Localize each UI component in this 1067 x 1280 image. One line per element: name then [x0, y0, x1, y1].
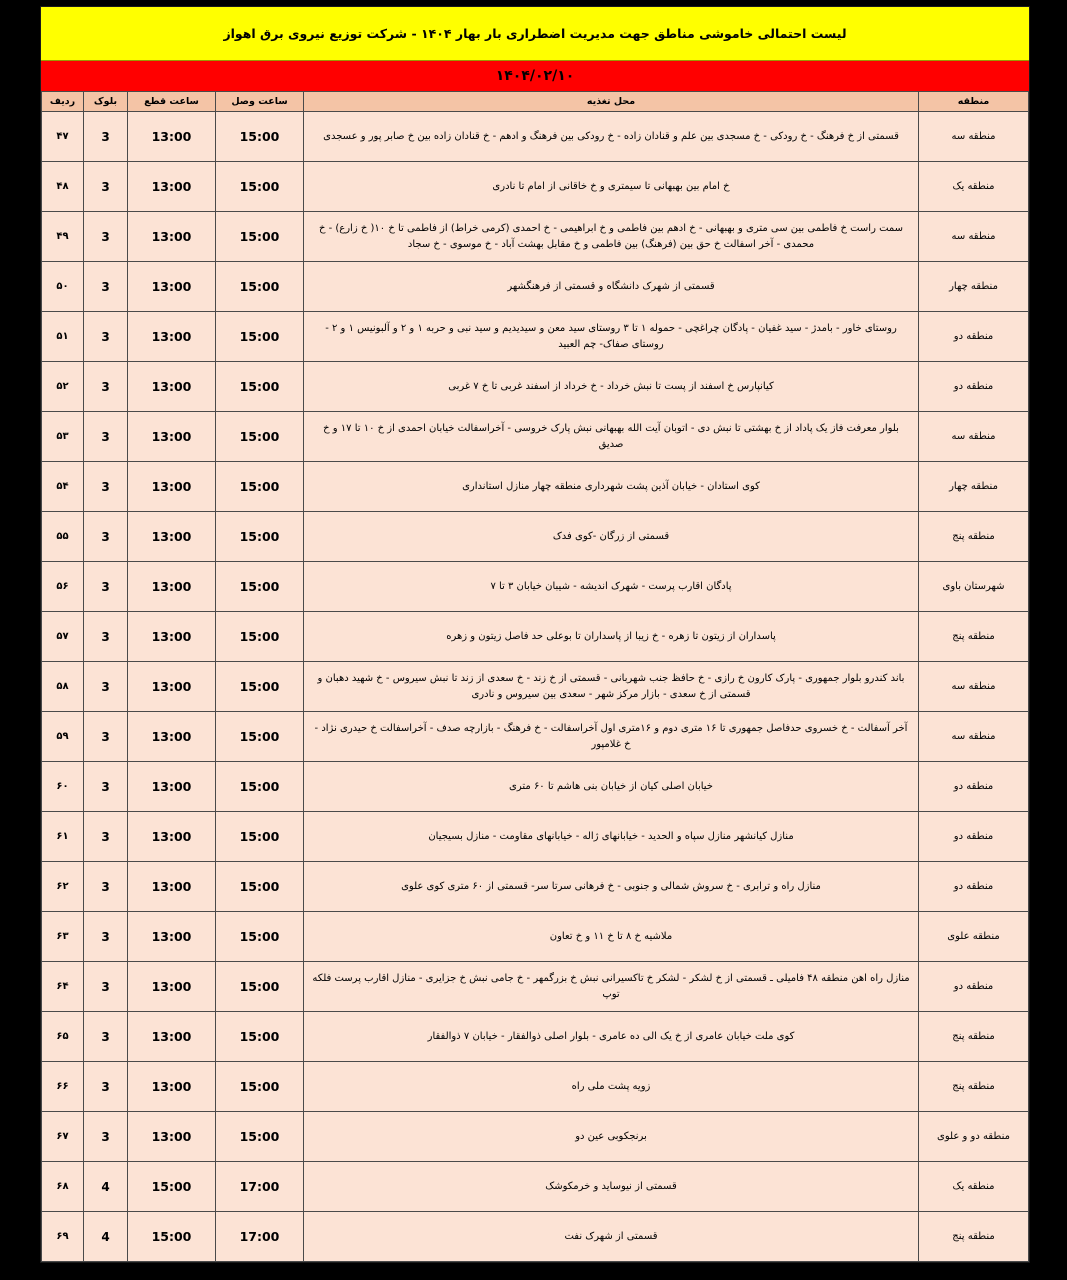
cell-region: منطقه پنج — [919, 1012, 1029, 1062]
cell-region: منطقه سه — [919, 112, 1029, 162]
table-row — [42, 862, 1029, 912]
cell-row-no: ۴۹ — [42, 212, 84, 262]
table-row — [42, 262, 1029, 312]
table-row — [42, 362, 1029, 412]
column-header-row-no: ردیف — [42, 92, 84, 112]
cell-restore-time: 15:00 — [216, 1062, 304, 1112]
cell-place: کیانپارس خ اسفند از پست تا نبش خرداد - خ خرداد از اسفند غربی تا خ ۷ غربی — [304, 362, 919, 412]
cell-region: منطقه پنج — [919, 512, 1029, 562]
cell-row-no: ۵۱ — [42, 312, 84, 362]
table-row — [42, 762, 1029, 812]
cell-place: منازل کیانشهر منازل سپاه و الحدید - خیابانهای ژاله - خیابانهای مقاومت - منازل بسیجیان — [304, 812, 919, 862]
cell-region: منطقه علوی — [919, 912, 1029, 962]
cell-row-no: ۵۵ — [42, 512, 84, 562]
cell-row-no: ۶۸ — [42, 1162, 84, 1212]
cell-place: خیابان اصلی کیان از خیابان بنی هاشم تا ۶۰ متری — [304, 762, 919, 812]
cell-region: منطقه پنج — [919, 612, 1029, 662]
cell-row-no: ۶۹ — [42, 1212, 84, 1262]
cell-row-no: ۶۱ — [42, 812, 84, 862]
cell-outage-time: 13:00 — [128, 912, 216, 962]
cell-row-no: ۶۶ — [42, 1062, 84, 1112]
cell-region: منطقه دو — [919, 862, 1029, 912]
cell-block: 3 — [84, 562, 128, 612]
schedule-date: ۱۴۰۴/۰۲/۱۰ — [41, 61, 1029, 91]
cell-place: منازل راه اهن منطقه ۴۸ فامیلی ـ قسمتی از خ لشکر - لشکر خ تاکسیرانی نبش خ بزرگمهر - خ جامی نبش خ جزایری - منازل اقارب پرست فلکه توپ — [304, 962, 919, 1012]
table-row — [42, 712, 1029, 762]
cell-block: 4 — [84, 1212, 128, 1262]
cell-row-no: ۵۲ — [42, 362, 84, 412]
cell-restore-time: 15:00 — [216, 312, 304, 362]
cell-block: 3 — [84, 312, 128, 362]
cell-place: قسمتی از زرگان -کوی فدک — [304, 512, 919, 562]
cell-restore-time: 15:00 — [216, 1112, 304, 1162]
cell-block: 3 — [84, 712, 128, 762]
table-row — [42, 812, 1029, 862]
cell-block: 3 — [84, 462, 128, 512]
cell-block: 3 — [84, 1062, 128, 1112]
cell-row-no: ۵۳ — [42, 412, 84, 462]
cell-place: پاسداران از زیتون تا زهره - خ زیبا از پاسداران تا بوعلی حد فاصل زیتون و زهره — [304, 612, 919, 662]
cell-restore-time: 17:00 — [216, 1212, 304, 1262]
cell-place: بلوار معرفت فاز یک پاداد از خ بهشتی تا نبش دی - اتوبان آیت الله بهبهانی نبش پارک خروسی - آخراسفالت خیابان احمدی از خ ۱۰ تا ۱۷ و خ صدیق — [304, 412, 919, 462]
column-header-outage-time: ساعت قطع — [128, 92, 216, 112]
cell-row-no: ۵۷ — [42, 612, 84, 662]
table-row — [42, 312, 1029, 362]
cell-row-no: ۵۴ — [42, 462, 84, 512]
cell-restore-time: 15:00 — [216, 412, 304, 462]
cell-row-no: ۶۵ — [42, 1012, 84, 1062]
cell-restore-time: 15:00 — [216, 112, 304, 162]
cell-outage-time: 15:00 — [128, 1212, 216, 1262]
table-row — [42, 1212, 1029, 1262]
cell-block: 3 — [84, 362, 128, 412]
cell-region: منطقه دو — [919, 312, 1029, 362]
cell-region: منطقه دو — [919, 812, 1029, 862]
cell-place: سمت راست خ فاطمی بین سی متری و بهبهانی - خ ادهم بین فاطمی و خ ابراهیمی - خ احمدی (کرمی خراط) از فاطمی تا خ ۱۰( خ زارع) - خ محمدی - آخر اسفالت خ حق بین (فرهنگ) بین فاطمی و خ مقابل بهشت آباد - خ موسوی - خ سجاد — [304, 212, 919, 262]
outage-schedule-table — [41, 91, 1029, 1262]
cell-outage-time: 13:00 — [128, 112, 216, 162]
column-header-place: محل تغذیه — [304, 92, 919, 112]
cell-outage-time: 13:00 — [128, 262, 216, 312]
cell-outage-time: 13:00 — [128, 512, 216, 562]
cell-block: 3 — [84, 912, 128, 962]
table-body — [42, 112, 1029, 1262]
cell-row-no: ۵۸ — [42, 662, 84, 712]
cell-restore-time: 15:00 — [216, 362, 304, 412]
cell-block: 3 — [84, 812, 128, 862]
cell-row-no: ۴۸ — [42, 162, 84, 212]
cell-place: ملاشیه خ ۸ تا خ ۱۱ و خ تعاون — [304, 912, 919, 962]
cell-place: کوی ملت خیابان عامری از خ یک الی ده عامری - بلوار اصلی ذوالفقار - خیابان ۷ ذوالفقار — [304, 1012, 919, 1062]
cell-outage-time: 13:00 — [128, 812, 216, 862]
cell-outage-time: 13:00 — [128, 162, 216, 212]
cell-outage-time: 13:00 — [128, 462, 216, 512]
cell-restore-time: 17:00 — [216, 1162, 304, 1212]
cell-block: 3 — [84, 262, 128, 312]
cell-place: روستای خاور - بامدژ - سید غفیان - پادگان چراغچی - حموله ۱ تا ۳ روستای سید معن و سیدیدیم و سید نبی و حربه ۱ و ۲ و آلبونیس ۱ و ۲ - روستای صفاک- چم العبید — [304, 312, 919, 362]
cell-restore-time: 15:00 — [216, 662, 304, 712]
cell-place: پادگان اقارب پرست - شهرک اندیشه - شیبان خیابان ۳ تا ۷ — [304, 562, 919, 612]
table-row — [42, 412, 1029, 462]
cell-outage-time: 13:00 — [128, 562, 216, 612]
cell-outage-time: 13:00 — [128, 212, 216, 262]
table-row — [42, 1062, 1029, 1112]
outage-schedule-sheet — [40, 6, 1030, 1263]
cell-restore-time: 15:00 — [216, 612, 304, 662]
table-row — [42, 662, 1029, 712]
cell-restore-time: 15:00 — [216, 562, 304, 612]
cell-region: منطقه دو و علوی — [919, 1112, 1029, 1162]
table-row — [42, 112, 1029, 162]
table-row — [42, 1162, 1029, 1212]
cell-row-no: ۶۲ — [42, 862, 84, 912]
column-header-region: منطقه — [919, 92, 1029, 112]
cell-place: قسمتی از نیوساید و خرمکوشک — [304, 1162, 919, 1212]
cell-block: 3 — [84, 762, 128, 812]
cell-restore-time: 15:00 — [216, 462, 304, 512]
cell-region: منطقه یک — [919, 162, 1029, 212]
table-row — [42, 162, 1029, 212]
cell-block: 3 — [84, 512, 128, 562]
cell-place: زویه پشت ملی راه — [304, 1062, 919, 1112]
cell-region: منطقه پنج — [919, 1212, 1029, 1262]
cell-outage-time: 13:00 — [128, 762, 216, 812]
cell-row-no: ۵۹ — [42, 712, 84, 762]
cell-block: 4 — [84, 1162, 128, 1212]
cell-region: منطقه سه — [919, 712, 1029, 762]
cell-region: شهرستان باوی — [919, 562, 1029, 612]
cell-region: منطقه چهار — [919, 462, 1029, 512]
cell-row-no: ۴۷ — [42, 112, 84, 162]
cell-restore-time: 15:00 — [216, 912, 304, 962]
cell-block: 3 — [84, 1012, 128, 1062]
cell-block: 3 — [84, 112, 128, 162]
cell-block: 3 — [84, 412, 128, 462]
table-row — [42, 212, 1029, 262]
cell-restore-time: 15:00 — [216, 162, 304, 212]
cell-restore-time: 15:00 — [216, 862, 304, 912]
cell-place: خ امام بین بهبهانی تا سیمتری و خ خاقانی از امام تا نادری — [304, 162, 919, 212]
table-row — [42, 1012, 1029, 1062]
cell-place: قسمتی از خ فرهنگ - خ رودکی - خ مسجدی بین علم و قنادان زاده - خ رودکی بین فرهنگ و ادهم - خ قنادان زاده بین خ صابر پور و عسجدی — [304, 112, 919, 162]
table-row — [42, 512, 1029, 562]
cell-outage-time: 13:00 — [128, 1062, 216, 1112]
cell-place: منازل راه و ترابری - خ سروش شمالی و جنوبی - خ فرهانی سرتا سر- قسمتی از ۶۰ متری کوی علوی — [304, 862, 919, 912]
cell-outage-time: 13:00 — [128, 962, 216, 1012]
cell-place: آخر آسفالت - خ خسروی حدفاصل جمهوری تا ۱۶ متری دوم و ۱۶متری اول آخراسفالت - خ فرهنگ - بازارچه صدف - آخراسفالت خ حیدری نژاد - خ غلامپور — [304, 712, 919, 762]
cell-region: منطقه سه — [919, 412, 1029, 462]
cell-place: باند کندرو بلوار جمهوری - پارک کارون خ رازی - خ حافظ جنب شهربانی - قسمتی از خ زند - خ سعدی از زند تا نبش سیروس - خ شهید دهبان و قسمتی از خ سعدی - بازار مرکز شهر - سعدی بین سیروس و نادری — [304, 662, 919, 712]
column-header-block: بلوک — [84, 92, 128, 112]
cell-row-no: ۶۴ — [42, 962, 84, 1012]
cell-restore-time: 15:00 — [216, 212, 304, 262]
cell-region: منطقه دو — [919, 362, 1029, 412]
cell-place: برنجکوبی عین دو — [304, 1112, 919, 1162]
cell-restore-time: 15:00 — [216, 962, 304, 1012]
cell-row-no: ۵۶ — [42, 562, 84, 612]
cell-restore-time: 15:00 — [216, 512, 304, 562]
cell-block: 3 — [84, 862, 128, 912]
cell-outage-time: 13:00 — [128, 362, 216, 412]
cell-place: قسمتی از شهرک دانشگاه و قسمتی از فرهنگشهر — [304, 262, 919, 312]
cell-row-no: ۵۰ — [42, 262, 84, 312]
cell-restore-time: 15:00 — [216, 1012, 304, 1062]
cell-row-no: ۶۳ — [42, 912, 84, 962]
cell-restore-time: 15:00 — [216, 712, 304, 762]
cell-block: 3 — [84, 612, 128, 662]
cell-outage-time: 13:00 — [128, 712, 216, 762]
cell-region: منطقه پنج — [919, 1062, 1029, 1112]
table-header-row — [42, 92, 1029, 112]
cell-outage-time: 13:00 — [128, 612, 216, 662]
table-row — [42, 912, 1029, 962]
cell-region: منطقه چهار — [919, 262, 1029, 312]
cell-region: منطقه سه — [919, 212, 1029, 262]
table-row — [42, 962, 1029, 1012]
cell-row-no: ۶۰ — [42, 762, 84, 812]
cell-outage-time: 13:00 — [128, 662, 216, 712]
cell-region: منطقه یک — [919, 1162, 1029, 1212]
table-row — [42, 562, 1029, 612]
cell-outage-time: 13:00 — [128, 1112, 216, 1162]
cell-outage-time: 13:00 — [128, 862, 216, 912]
cell-restore-time: 15:00 — [216, 262, 304, 312]
cell-restore-time: 15:00 — [216, 812, 304, 862]
cell-place: کوی استادان - خیابان آذین پشت شهرداری منطقه چهار منازل استانداری — [304, 462, 919, 512]
cell-outage-time: 13:00 — [128, 1012, 216, 1062]
cell-block: 3 — [84, 662, 128, 712]
table-row — [42, 462, 1029, 512]
table-row — [42, 1112, 1029, 1162]
table-header — [42, 92, 1029, 112]
cell-row-no: ۶۷ — [42, 1112, 84, 1162]
cell-block: 3 — [84, 162, 128, 212]
cell-region: منطقه دو — [919, 762, 1029, 812]
column-header-restore-time: ساعت وصل — [216, 92, 304, 112]
cell-block: 3 — [84, 1112, 128, 1162]
page-title: لیست احتمالی خاموشی مناطق جهت مدیریت اضطراری بار بهار ۱۴۰۴ - شرکت توزیع نیروی برق اهواز — [41, 7, 1029, 61]
cell-block: 3 — [84, 212, 128, 262]
cell-region: منطقه سه — [919, 662, 1029, 712]
cell-region: منطقه دو — [919, 962, 1029, 1012]
table-row — [42, 612, 1029, 662]
cell-outage-time: 13:00 — [128, 312, 216, 362]
cell-place: قسمتی از شهرک نفت — [304, 1212, 919, 1262]
cell-outage-time: 13:00 — [128, 412, 216, 462]
cell-restore-time: 15:00 — [216, 762, 304, 812]
cell-outage-time: 15:00 — [128, 1162, 216, 1212]
cell-block: 3 — [84, 962, 128, 1012]
